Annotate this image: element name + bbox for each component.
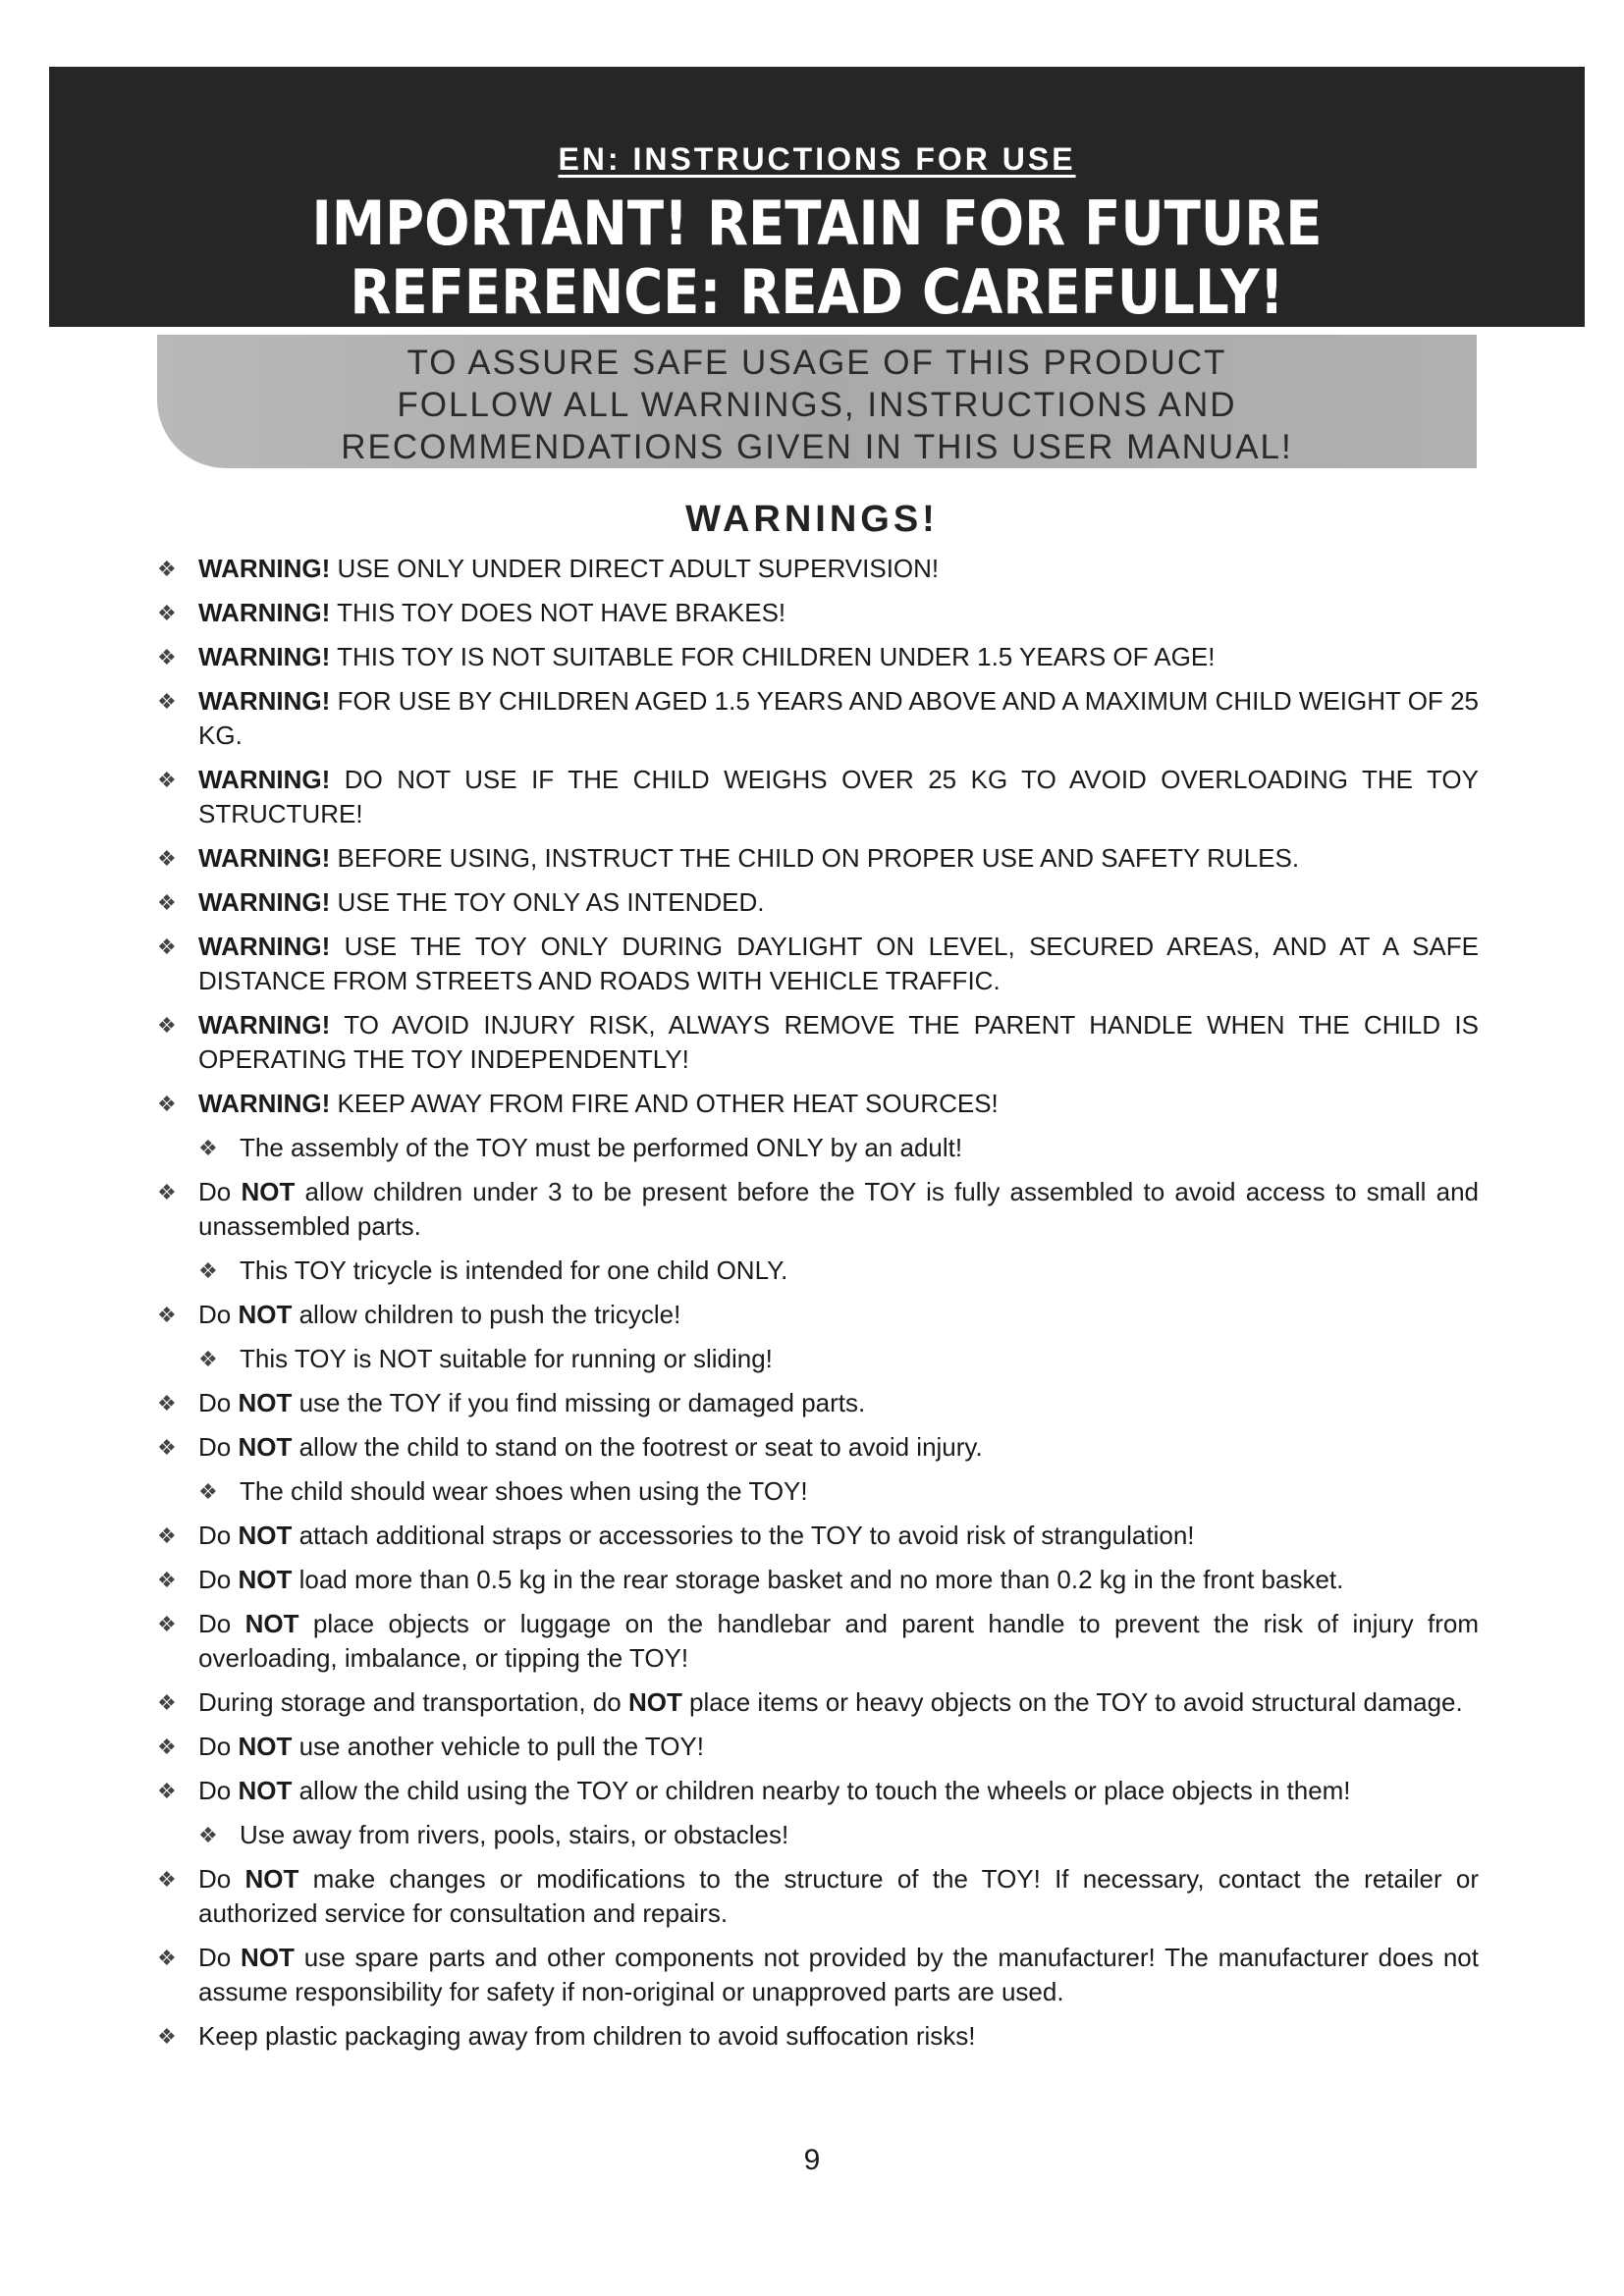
item-text: Use away from rivers, pools, stairs, or obstacles! — [240, 1820, 789, 1849]
list-item — [157, 1087, 1479, 1121]
list-item — [198, 1474, 1479, 1509]
item-prefix: Do — [198, 1565, 239, 1594]
list-item — [157, 1430, 1479, 1465]
diamond-bullet-icon: ❖ — [157, 1946, 177, 1970]
diamond-bullet-icon: ❖ — [157, 1735, 177, 1759]
diamond-bullet-icon: ❖ — [157, 2024, 177, 2049]
item-emphasis: WARNING! — [198, 887, 331, 917]
diamond-bullet-icon: ❖ — [157, 1303, 177, 1327]
diamond-bullet-icon: ❖ — [198, 1347, 218, 1371]
diamond-bullet-icon: ❖ — [157, 1779, 177, 1803]
list-item — [198, 1342, 1479, 1376]
list-item — [157, 1730, 1479, 1764]
diamond-bullet-icon: ❖ — [157, 557, 177, 581]
list-item — [157, 885, 1479, 920]
diamond-bullet-icon: ❖ — [157, 890, 177, 915]
item-prefix: Do — [198, 1943, 242, 1972]
list-item — [157, 1685, 1479, 1720]
item-text: The assembly of the TOY must be performed ONLY by an adult! — [240, 1133, 963, 1162]
diamond-bullet-icon: ❖ — [157, 1690, 177, 1715]
diamond-bullet-icon: ❖ — [157, 934, 177, 959]
list-item — [198, 1131, 1479, 1165]
diamond-bullet-icon: ❖ — [157, 1612, 177, 1636]
list-item — [157, 552, 1479, 586]
item-text: place objects or luggage on the handlebar and parent handle to prevent the risk of injury from overloading, imbalance, or tipping the TOY! — [198, 1609, 1479, 1673]
item-text: The child should wear shoes when using the TOY! — [240, 1476, 808, 1506]
item-emphasis: NOT — [244, 1864, 299, 1894]
item-emphasis: NOT — [238, 1565, 293, 1594]
item-prefix: Do — [198, 1177, 242, 1206]
item-emphasis: NOT — [238, 1776, 293, 1805]
diamond-bullet-icon: ❖ — [198, 1823, 218, 1847]
notice-line-1: TO ASSURE SAFE USAGE OF THIS PRODUCT — [406, 344, 1227, 382]
list-item — [157, 2019, 1479, 2054]
section-title: WARNINGS! — [685, 499, 939, 540]
item-text: allow the child to stand on the footrest or seat to avoid injury. — [292, 1432, 983, 1462]
item-emphasis: WARNING! — [198, 598, 331, 627]
list-item — [157, 1774, 1479, 1808]
item-text: use the TOY if you find missing or damaged parts. — [292, 1388, 866, 1417]
item-emphasis: WARNING! — [198, 932, 331, 961]
notice-line-3: RECOMMENDATIONS GIVEN IN THIS USER MANUAL! — [341, 428, 1293, 466]
diamond-bullet-icon: ❖ — [157, 1180, 177, 1204]
page-number: 9 — [803, 2144, 821, 2176]
item-text: DO NOT USE IF THE CHILD WEIGHS OVER 25 KG TO AVOID OVERLOADING THE TOY STRUCTURE! — [198, 765, 1479, 828]
item-emphasis: WARNING! — [198, 686, 331, 716]
item-emphasis: NOT — [238, 1521, 293, 1550]
list-item — [157, 763, 1479, 831]
item-prefix: Do — [198, 1521, 239, 1550]
diamond-bullet-icon: ❖ — [157, 768, 177, 792]
list-item — [157, 1386, 1479, 1420]
list-item — [157, 1175, 1479, 1244]
diamond-bullet-icon: ❖ — [157, 1092, 177, 1116]
list-item — [157, 930, 1479, 998]
diamond-bullet-icon: ❖ — [157, 1013, 177, 1038]
item-emphasis: WARNING! — [198, 765, 331, 794]
item-text: allow children to push the tricycle! — [292, 1300, 681, 1329]
list-item — [157, 1941, 1479, 2009]
safety-notice-banner — [157, 335, 1477, 468]
item-text: This TOY tricycle is intended for one child ONLY. — [240, 1255, 788, 1285]
diamond-bullet-icon: ❖ — [157, 645, 177, 669]
item-emphasis: NOT — [627, 1687, 682, 1717]
diamond-bullet-icon: ❖ — [198, 1479, 218, 1504]
list-item — [157, 1519, 1479, 1553]
item-text: allow the child using the TOY or children nearby to touch the wheels or place objects in them! — [292, 1776, 1351, 1805]
header-banner — [49, 67, 1585, 327]
item-text: USE THE TOY ONLY DURING DAYLIGHT ON LEVEL, SECURED AREAS, AND AT A SAFE DISTANCE FROM STREETS AND ROADS WITH VEHICLE TRAFFIC. — [198, 932, 1479, 995]
item-text: make changes or modifications to the structure of the TOY! If necessary, contact the retailer or authorized service for consultation and repairs. — [198, 1864, 1479, 1928]
item-emphasis: NOT — [238, 1300, 293, 1329]
diamond-bullet-icon: ❖ — [157, 846, 177, 871]
notice-line-2: FOLLOW ALL WARNINGS, INSTRUCTIONS AND — [397, 386, 1237, 424]
item-emphasis: WARNING! — [198, 642, 331, 671]
item-text: THIS TOY DOES NOT HAVE BRAKES! — [330, 598, 786, 627]
item-prefix: Do — [198, 1432, 239, 1462]
item-emphasis: NOT — [238, 1732, 293, 1761]
item-text: use spare parts and other components not provided by the manufacturer! The manufacturer does not assume responsibility for safety if non-original or unapproved parts are used. — [198, 1943, 1479, 2006]
list-item — [157, 596, 1479, 630]
item-prefix: Do — [198, 1388, 239, 1417]
item-prefix: Do — [198, 1732, 239, 1761]
list-item — [157, 1862, 1479, 1931]
list-item — [157, 841, 1479, 876]
item-text: place items or heavy objects on the TOY to avoid structural damage. — [681, 1687, 1463, 1717]
item-text: BEFORE USING, INSTRUCT THE CHILD ON PROPER USE AND SAFETY RULES. — [330, 843, 1300, 873]
item-emphasis: WARNING! — [198, 1089, 331, 1118]
item-prefix: Do — [198, 1864, 245, 1894]
item-emphasis: NOT — [241, 1943, 295, 1972]
list-item — [157, 1298, 1479, 1332]
item-emphasis: NOT — [241, 1177, 296, 1206]
item-text: USE THE TOY ONLY AS INTENDED. — [330, 887, 765, 917]
diamond-bullet-icon: ❖ — [157, 1435, 177, 1460]
headline-line-2: REFERENCE: READ CAREFULLY! — [350, 256, 1284, 328]
item-text: attach additional straps or accessories to the TOY to avoid risk of strangulation! — [292, 1521, 1195, 1550]
diamond-bullet-icon: ❖ — [198, 1258, 218, 1283]
diamond-bullet-icon: ❖ — [157, 1523, 177, 1548]
item-text: Keep plastic packaging away from children to avoid suffocation risks! — [198, 2021, 976, 2051]
list-item — [157, 684, 1479, 753]
headline — [141, 189, 1492, 327]
list-item — [157, 1563, 1479, 1597]
item-prefix: Do — [198, 1776, 239, 1805]
item-text: USE ONLY UNDER DIRECT ADULT SUPERVISION! — [330, 554, 940, 583]
headline-line-1: IMPORTANT! RETAIN FOR FUTURE — [311, 187, 1323, 259]
diamond-bullet-icon: ❖ — [157, 689, 177, 714]
list-item — [198, 1254, 1479, 1288]
item-emphasis: WARNING! — [198, 554, 331, 583]
item-text: load more than 0.5 kg in the rear storage basket and no more than 0.2 kg in the front basket. — [292, 1565, 1344, 1594]
diamond-bullet-icon: ❖ — [198, 1136, 218, 1160]
diamond-bullet-icon: ❖ — [157, 1568, 177, 1592]
warnings-list — [157, 552, 1479, 2063]
item-text: FOR USE BY CHILDREN AGED 1.5 YEARS AND ABOVE AND A MAXIMUM CHILD WEIGHT OF 25 KG. — [198, 686, 1479, 750]
list-item — [157, 1008, 1479, 1077]
item-prefix: Do — [198, 1609, 245, 1638]
item-emphasis: NOT — [244, 1609, 299, 1638]
item-text: use another vehicle to pull the TOY! — [292, 1732, 704, 1761]
item-prefix: During storage and transportation, do — [198, 1687, 628, 1717]
diamond-bullet-icon: ❖ — [157, 601, 177, 625]
item-text: allow children under 3 to be present before the TOY is fully assembled to avoid access to small and unassembled parts. — [198, 1177, 1479, 1241]
item-text: TO AVOID INJURY RISK, ALWAYS REMOVE THE PARENT HANDLE WHEN THE CHILD IS OPERATING THE TOY INDEPENDENTLY! — [198, 1010, 1479, 1074]
item-emphasis: WARNING! — [198, 1010, 331, 1040]
diamond-bullet-icon: ❖ — [157, 1867, 177, 1892]
item-emphasis: NOT — [238, 1388, 293, 1417]
list-item — [157, 640, 1479, 674]
item-text: KEEP AWAY FROM FIRE AND OTHER HEAT SOURCES! — [330, 1089, 999, 1118]
language-label: EN: INSTRUCTIONS FOR USE — [558, 141, 1076, 177]
item-emphasis: WARNING! — [198, 843, 331, 873]
list-item — [198, 1818, 1479, 1852]
item-text: This TOY is NOT suitable for running or sliding! — [240, 1344, 773, 1373]
diamond-bullet-icon: ❖ — [157, 1391, 177, 1415]
item-emphasis: NOT — [238, 1432, 293, 1462]
item-text: THIS TOY IS NOT SUITABLE FOR CHILDREN UNDER 1.5 YEARS OF AGE! — [330, 642, 1216, 671]
item-prefix: Do — [198, 1300, 239, 1329]
list-item — [157, 1607, 1479, 1676]
